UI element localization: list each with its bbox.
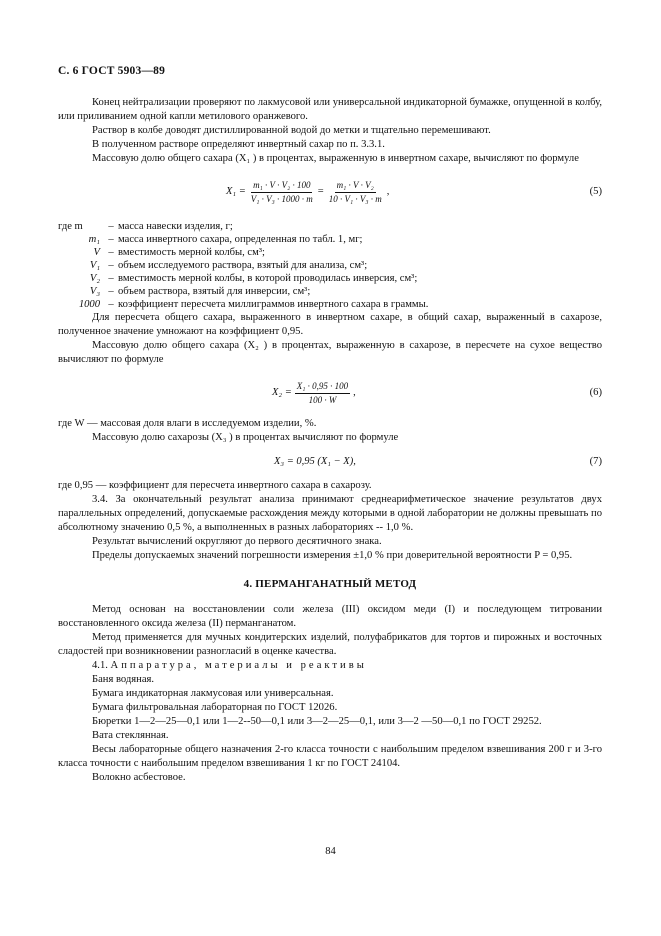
formula-5-frac1-denominator: V₁ · V₃ · 1000 · m bbox=[250, 193, 313, 204]
section-4-title: 4. ПЕРМАНГАНАТНЫЙ МЕТОД bbox=[243, 578, 417, 590]
variable-description: вместимость мерной колбы, в которой проводилась инверсия, см³; bbox=[118, 273, 418, 284]
variable-row bbox=[58, 259, 602, 272]
paragraph-error-limits: Пределы допускаемых значений погрешности измерения ±1,0 % при доверительной вероятности P = 0,95. bbox=[92, 550, 573, 561]
subsection-4-1-title: Аппаратура, материалы и реактивы bbox=[110, 660, 367, 671]
formula-5-fraction-1 bbox=[249, 180, 315, 205]
formula-6 bbox=[58, 373, 602, 413]
variable-description: объем исследуемого раствора, взятый для анализа, см³; bbox=[118, 260, 368, 271]
paragraph-rounding: Результат вычислений округляют до первого десятичного знака. bbox=[92, 536, 382, 547]
paragraph-formula5-intro: Массовую долю общего сахара (X₁ ) в процентах, выраженную в инвертном сахаре, вычисляют по формуле bbox=[92, 153, 579, 164]
paragraph-formula7-intro: Массовую долю сахарозы (X₃ ) в процентах вычисляют по формуле bbox=[92, 432, 399, 443]
formula-5-lhs: X₁ = bbox=[226, 186, 246, 197]
formula-5-fraction-2 bbox=[327, 180, 384, 205]
page-header: С. 6 ГОСТ 5903—89 bbox=[58, 65, 166, 77]
variable-dash: – bbox=[108, 247, 114, 258]
variable-symbol: V bbox=[93, 247, 100, 258]
formula-6-tail: , bbox=[353, 387, 356, 398]
variable-dash: – bbox=[108, 221, 114, 232]
paragraph-formula6-intro: Массовую долю общего сахара (X₂ ) в процентах, выраженную в сахарозе, в пересчете на сухое вещество вычисляют по формуле bbox=[58, 340, 602, 365]
item-filter-paper: Бумага фильтровальная лабораторная по ГОСТ 12026. bbox=[92, 702, 338, 713]
formula-5-number: (5) bbox=[589, 186, 602, 197]
variable-symbol: 1000 bbox=[78, 299, 100, 310]
paragraph-neutralization: Конец нейтрализации проверяют по лакмусовой или универсальной индикаторной бумажке, опущенной в колбу, или приливанием одной капли метилового оранжевого. bbox=[58, 97, 602, 122]
variable-row bbox=[58, 246, 602, 259]
paragraph-method-scope: Метод применяется для мучных кондитерских изделий, полуфабрикатов для тортов и пирожных и восточных сладостей при возникновении разногласий в оценке качества. bbox=[58, 632, 602, 657]
variable-row bbox=[58, 285, 602, 298]
variable-row bbox=[58, 220, 602, 233]
variable-symbol: m₁ bbox=[88, 234, 100, 245]
item-scales: Весы лабораторные общего назначения 2-го класса точности с наибольшим пределом взвешивания 200 г и 3-го класса точности с наибольшим пределом взвешивания 1 кг по ГОСТ 24104. bbox=[58, 744, 602, 769]
page-number: 84 bbox=[325, 846, 336, 857]
variable-dash: – bbox=[108, 299, 114, 310]
formula-6-denominator: 100 · W bbox=[308, 394, 337, 405]
paragraph-method-basis: Метод основан на восстановлении соли железа (III) оксидом меди (I) и последующем титровании восстановленного оксида железа (II) перманганатом. bbox=[58, 604, 602, 629]
variable-symbol: V₃ bbox=[89, 286, 100, 297]
item-burettes: Бюретки 1—2—25—0,1 или 1—2--50—0,1 или 3—2—25—0,1, или 3—2 —50—0,1 по ГОСТ 29252. bbox=[92, 716, 542, 727]
formula-6-lhs: X₂ = bbox=[272, 387, 292, 398]
formula-5 bbox=[58, 172, 602, 212]
variable-symbol: где m bbox=[58, 221, 83, 232]
variable-symbol: V₁ bbox=[89, 260, 100, 271]
paragraph-invert-sugar: В полученном растворе определяют инвертный сахар по п. 3.3.1. bbox=[92, 139, 385, 150]
variable-symbol: V₂ bbox=[89, 273, 100, 284]
formula-6-number: (6) bbox=[589, 387, 602, 398]
paragraph-dilution: Раствор в колбе доводят дистиллированной водой до метки и тщательно перемешивают. bbox=[92, 125, 491, 136]
variable-description: коэффициент пересчета миллиграммов инвертного сахара в граммы. bbox=[118, 299, 429, 310]
formula-6-fraction bbox=[295, 381, 350, 406]
formula-5-frac2-numerator: m₁ · V · V₂ bbox=[335, 180, 376, 193]
variable-dash: – bbox=[108, 234, 114, 245]
formula-5-equals: = bbox=[317, 186, 324, 197]
variable-row bbox=[58, 272, 602, 285]
variable-dash: – bbox=[108, 286, 114, 297]
subsection-4-1-number: 4.1. bbox=[92, 660, 108, 671]
item-indicator-paper: Бумага индикаторная лакмусовая или универсальная. bbox=[92, 688, 334, 699]
formula-5-frac2-denominator: 10 · V₁ · V₃ · m bbox=[328, 193, 382, 204]
variable-description: объем раствора, взятый для инверсии, см³; bbox=[118, 286, 311, 297]
variable-description: масса навески изделия, г; bbox=[118, 221, 233, 232]
paragraph-moisture: где W — массовая доля влаги в исследуемом изделии, %. bbox=[58, 418, 317, 429]
formula-5-tail: , bbox=[386, 186, 390, 197]
variable-row bbox=[58, 233, 602, 246]
variable-dash: – bbox=[108, 273, 114, 284]
formula-7-number: (7) bbox=[589, 456, 602, 467]
page-content bbox=[58, 96, 602, 785]
formula-6-numerator: X₁ · 0,95 · 100 bbox=[295, 381, 350, 394]
item-water-bath: Баня водяная. bbox=[92, 674, 155, 685]
item-glass-wool: Вата стеклянная. bbox=[92, 730, 169, 741]
paragraph-4-1-heading bbox=[58, 659, 602, 673]
formula-7 bbox=[58, 445, 602, 479]
variable-row bbox=[58, 298, 602, 311]
variable-description: масса инвертного сахара, определенная по табл. 1, мг; bbox=[118, 234, 363, 245]
variable-dash: – bbox=[108, 260, 114, 271]
paragraph-sucrose-conversion: Для пересчета общего сахара, выраженного в инвертном сахаре, в общий сахар, выраженный в сахарозе, полученное значение умножают на коэффициент 0,95. bbox=[58, 312, 602, 337]
variable-description: вместимость мерной колбы, см³; bbox=[118, 247, 265, 258]
formula-7-expression: X₃ = 0,95 (X₁ − X), bbox=[274, 456, 356, 467]
variable-list bbox=[58, 220, 602, 311]
item-asbestos-fiber: Волокно асбестовое. bbox=[92, 772, 186, 783]
paragraph-coefficient: где 0,95 — коэффициент для пересчета инвертного сахара в сахарозу. bbox=[58, 480, 372, 491]
formula-5-frac1-numerator: m₁ · V · V₂ · 100 bbox=[251, 180, 312, 193]
paragraph-3-4-result: 3.4. За окончательный результат анализа принимают среднеарифметическое значение результатов двух параллельных определений, допускаемые расхождения между которыми в одной лаборатории не должны превышать по абсолютному значению 0,5 %, а выполненных в разных лабораториях -- 1,0 %. bbox=[58, 494, 602, 533]
